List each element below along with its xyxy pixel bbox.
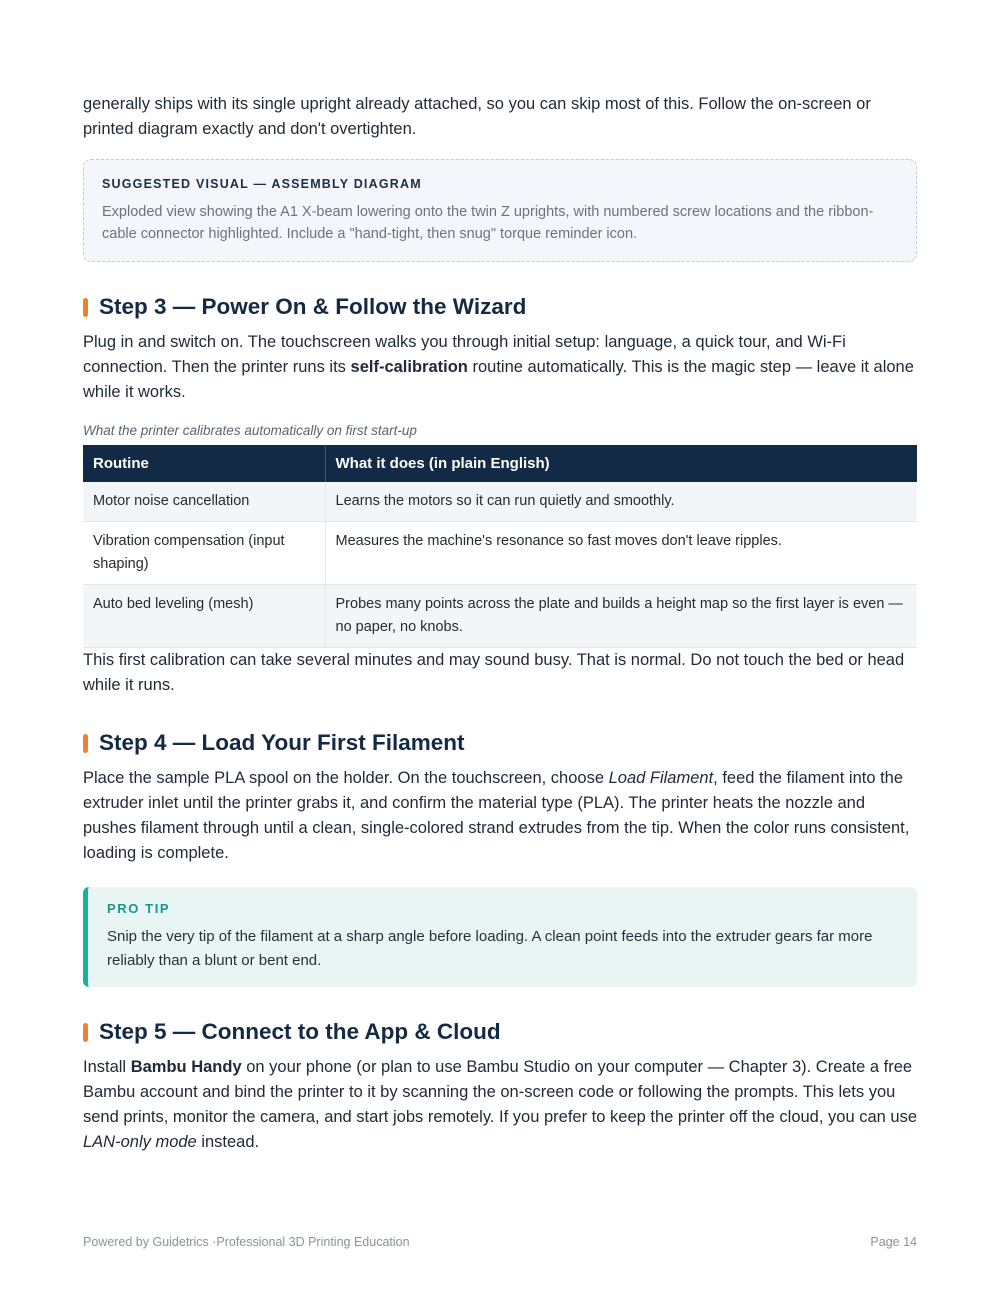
step5-text-mid: on your phone (or plan to use Bambu Studio on your computer — Chapter 3). Create a free Bambu account and bind the printer to it by scanning the on-screen code or following the prompts. This lets you send prints, monitor the camera, and start jobs remotely. If you prefer to keep the printer off the cloud, you can use <box>83 1058 917 1126</box>
page-number: Page 14 <box>870 1235 917 1249</box>
table-cell-routine: Auto bed leveling (mesh) <box>83 585 325 648</box>
table-cell-description: Learns the motors so it can run quietly and smoothly. <box>325 482 917 522</box>
table-header-row <box>83 445 917 482</box>
step5-text-end: instead. <box>196 1133 260 1151</box>
step3-paragraph <box>83 330 917 405</box>
table-cell-routine: Motor noise cancellation <box>83 482 325 522</box>
step3-text-before: Plug in and switch on. The touchscreen walks you through initial setup: language, a quick tour, and Wi-Fi connection. Then the printer runs its <box>83 333 846 376</box>
page-footer <box>83 1235 917 1249</box>
step3-heading <box>83 292 917 322</box>
step-marker-icon <box>83 298 88 317</box>
step4-paragraph <box>83 766 917 866</box>
table-cell-routine: Vibration compensation (input shaping) <box>83 522 325 585</box>
table-header-description: What it does (in plain English) <box>325 445 917 482</box>
step3-text-after: routine automatically. This is the magic step — leave it alone while it works. <box>83 358 914 401</box>
step3-bold-term: self-calibration <box>350 358 468 376</box>
calibration-table <box>83 445 917 648</box>
step5-bold-term: Bambu Handy <box>130 1058 242 1076</box>
step4-italic-term: Load Filament <box>608 769 714 787</box>
step4-text-before: Place the sample PLA spool on the holder. On the touchscreen, choose <box>83 769 609 787</box>
step4-heading-text: Step 4 — Load Your First Filament <box>99 730 465 755</box>
table-caption: What the printer calibrates automatically on first start-up <box>83 423 417 438</box>
step4-text-after: , feed the filament into the extruder inlet until the printer grabs it, and confirm the material type (PLA). The printer heats the nozzle and pushes filament through until a clean, single-colored strand extrudes from the tip. When the color runs consistent, loading is complete. <box>83 769 910 862</box>
table-row <box>83 522 917 585</box>
pro-tip-callout <box>83 887 917 987</box>
pro-tip-title: PRO TIP <box>107 901 171 916</box>
step3-heading-text: Step 3 — Power On & Follow the Wizard <box>99 294 527 319</box>
suggested-visual-description: Exploded view showing the A1 X-beam lowering onto the twin Z uprights, with numbered screw locations and the ribbon-cable connector highlighted. Include a "hand-tight, then snug" torque reminder icon. <box>102 204 874 242</box>
footer-branding: Powered by Guidetrics ·Professional 3D Printing Education <box>83 1235 410 1249</box>
suggested-visual-title: SUGGESTED VISUAL — ASSEMBLY DIAGRAM <box>102 177 422 191</box>
step-marker-icon <box>83 1023 88 1042</box>
step4-heading <box>83 728 917 758</box>
table-cell-description: Measures the machine's resonance so fast moves don't leave ripples. <box>325 522 917 585</box>
step5-paragraph <box>83 1055 917 1155</box>
step5-heading <box>83 1017 917 1047</box>
intro-paragraph: generally ships with its single upright already attached, so you can skip most of this. Follow the on-screen or printed diagram exactly and don't overtighten. <box>83 95 871 138</box>
table-row <box>83 585 917 648</box>
step-marker-icon <box>83 734 88 753</box>
step5-text-start: Install <box>83 1058 131 1076</box>
table-header-routine: Routine <box>83 445 325 482</box>
pro-tip-text: Snip the very tip of the filament at a sharp angle before loading. A clean point feeds into the extruder gears far more reliably than a blunt or bent end. <box>107 928 873 969</box>
table-cell-description: Probes many points across the plate and builds a height map so the first layer is even — no paper, no knobs. <box>325 585 917 648</box>
table-row <box>83 482 917 522</box>
page-content <box>83 92 917 1155</box>
step5-heading-text: Step 5 — Connect to the App & Cloud <box>99 1019 501 1044</box>
step3-note-paragraph: This first calibration can take several minutes and may sound busy. That is normal. Do not touch the bed or head while it runs. <box>83 651 905 694</box>
suggested-visual-box <box>83 159 917 262</box>
step5-italic-term: LAN-only mode <box>83 1133 197 1151</box>
